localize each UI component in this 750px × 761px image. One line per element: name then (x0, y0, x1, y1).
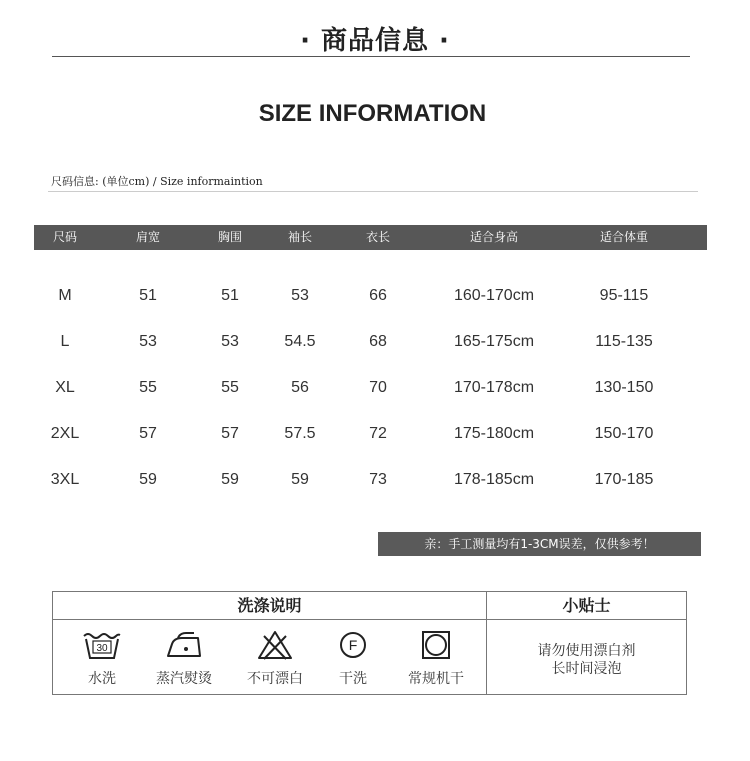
size-subtitle: 尺码信息: (单位cm) / Size informaintion (51, 175, 263, 188)
cell-weight: 170-185 (594, 471, 654, 488)
cell-weight: 115-135 (595, 333, 653, 350)
cell-chest: 55 (221, 379, 239, 396)
cell-height: 175-180cm (453, 425, 535, 442)
table-row (0, 284, 750, 308)
care-label-dryclean: 干洗 (339, 671, 367, 687)
column-header-shoulder: 肩宽 (135, 230, 161, 244)
care-title: 洗涤说明 (237, 596, 302, 615)
cell-shoulder: 59 (139, 471, 157, 488)
cell-weight: 95-115 (599, 287, 649, 304)
dry-clean-icon (333, 630, 373, 660)
measurement-note: 亲：手工测量均有1-3CM误差，仅供参考！ (378, 532, 701, 556)
column-header-weight: 适合体重 (599, 230, 649, 244)
care-item-dryclean (313, 630, 393, 688)
care-label-iron: 蒸汽熨烫 (156, 671, 212, 687)
cell-length: 72 (369, 425, 387, 442)
care-label-bleach: 不可漂白 (247, 671, 303, 687)
tumble-dry-icon (416, 630, 456, 660)
care-item-bleach (235, 630, 315, 688)
cell-height: 165-175cm (453, 333, 535, 350)
table-row (0, 468, 750, 492)
care-instructions-box (52, 591, 687, 695)
column-header-height: 适合身高 (469, 230, 519, 244)
table-row (0, 422, 750, 446)
care-item-wash (62, 630, 142, 688)
cell-sleeve: 53 (291, 287, 309, 304)
cell-height: 178-185cm (453, 471, 535, 488)
size-heading: SIZE INFORMATION (258, 100, 487, 127)
cell-height: 170-178cm (453, 379, 535, 396)
cell-size: 2XL (50, 425, 80, 442)
cell-chest: 59 (221, 471, 239, 488)
care-header-divider (53, 619, 686, 620)
cell-length: 70 (369, 379, 387, 396)
cell-size: M (58, 287, 72, 304)
cell-length: 68 (369, 333, 387, 350)
cell-sleeve: 54.5 (284, 333, 316, 350)
tips-line: 长时间浸泡 (551, 661, 622, 677)
page-title: · 商品信息 · (300, 26, 450, 56)
column-header-size: 尺码 (52, 230, 78, 244)
cell-size: XL (55, 379, 75, 396)
cell-chest: 57 (221, 425, 239, 442)
subtitle-divider (48, 191, 698, 192)
column-header-sleeve: 袖长 (287, 230, 313, 244)
cell-length: 66 (369, 287, 387, 304)
dry-clean-letter: F (348, 637, 358, 653)
cell-size: 3XL (50, 471, 80, 488)
cell-shoulder: 53 (139, 333, 157, 350)
wash-30-icon (82, 630, 122, 660)
wash-temp: 30 (96, 643, 108, 654)
cell-height: 160-170cm (453, 287, 535, 304)
cell-sleeve: 57.5 (284, 425, 316, 442)
care-item-tumble (396, 630, 476, 688)
cell-shoulder: 57 (139, 425, 157, 442)
care-item-iron (144, 630, 224, 688)
cell-shoulder: 55 (139, 379, 157, 396)
no-bleach-icon (255, 630, 295, 660)
cell-size: L (60, 333, 70, 350)
table-row (0, 376, 750, 400)
cell-chest: 51 (221, 287, 239, 304)
care-label-wash: 水洗 (88, 671, 116, 687)
cell-weight: 130-150 (594, 379, 654, 396)
tips-line: 请勿使用漂白剂 (537, 643, 636, 659)
cell-sleeve: 56 (291, 379, 309, 396)
cell-shoulder: 51 (139, 287, 157, 304)
care-label-tumble: 常规机干 (408, 671, 464, 687)
header-divider (52, 56, 690, 57)
iron-steam-icon (164, 630, 204, 660)
column-header-length: 衣长 (365, 230, 391, 244)
tips-text (487, 642, 686, 678)
size-table-header (34, 225, 707, 250)
tips-title: 小贴士 (562, 596, 611, 615)
cell-sleeve: 59 (291, 471, 309, 488)
cell-length: 73 (369, 471, 387, 488)
table-row (0, 330, 750, 354)
column-header-chest: 胸围 (217, 230, 243, 244)
cell-chest: 53 (221, 333, 239, 350)
cell-weight: 150-170 (594, 425, 654, 442)
